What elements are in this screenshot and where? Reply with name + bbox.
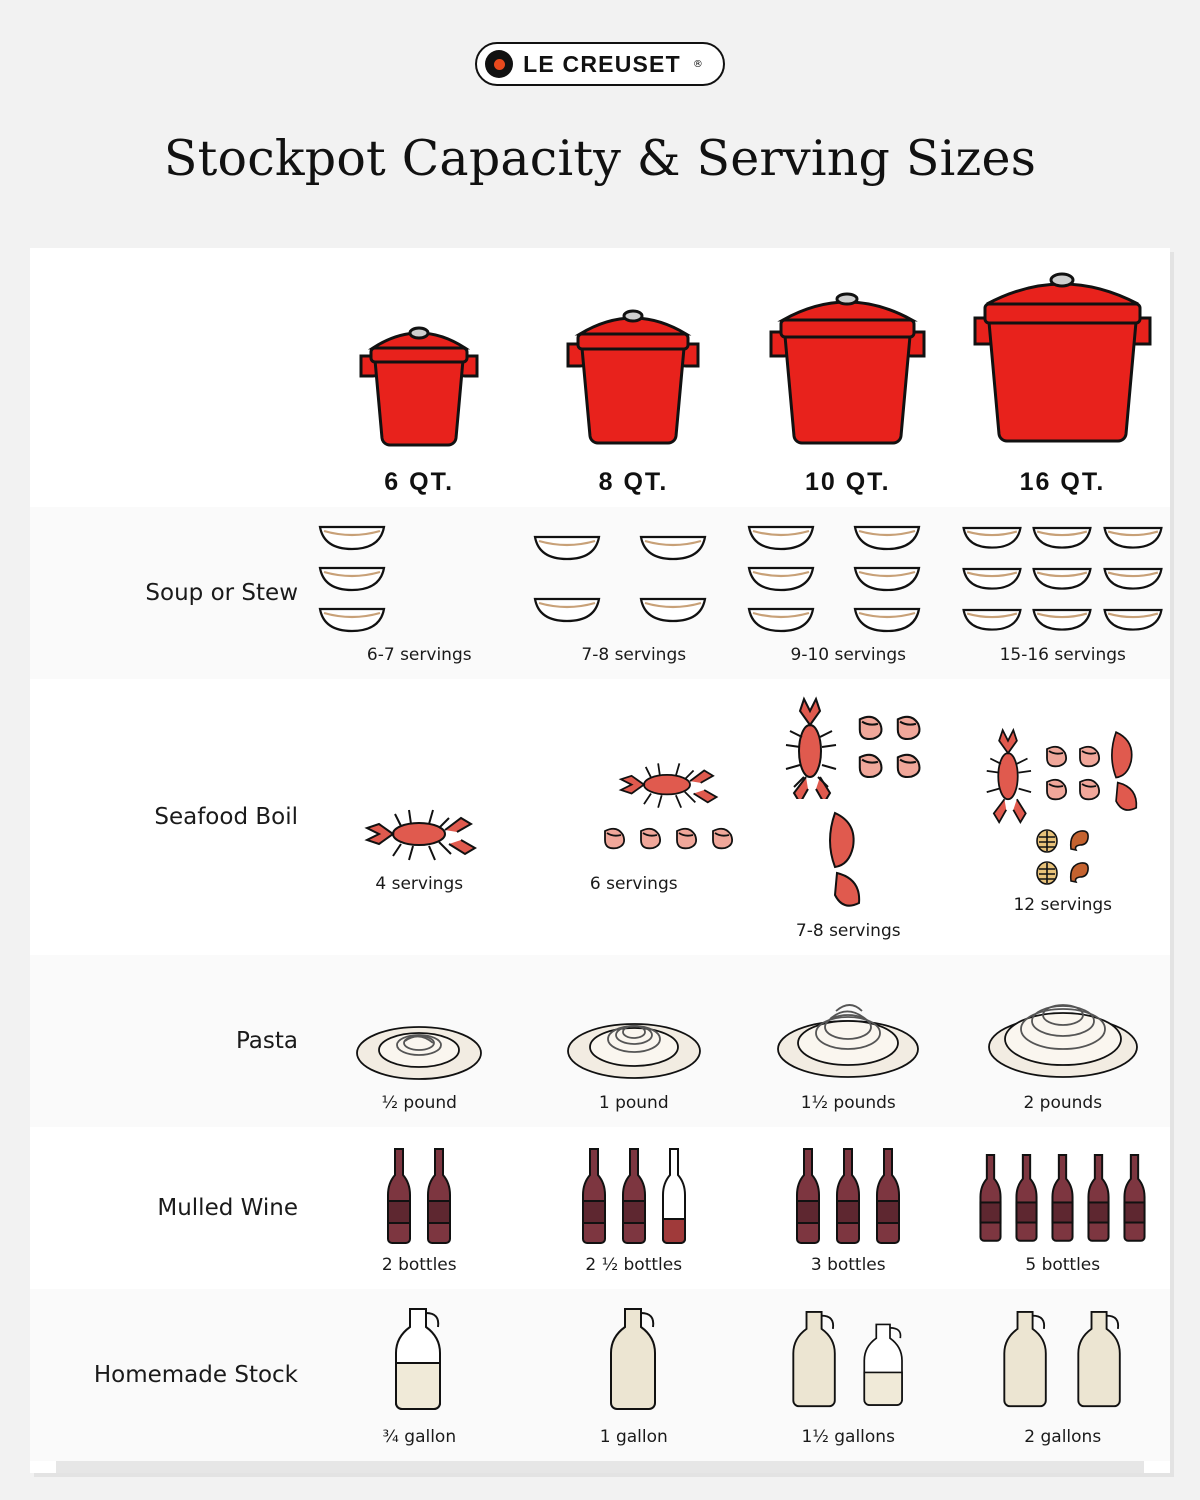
shrimp-icon	[1041, 739, 1071, 769]
cell-value: 2 gallons	[1024, 1427, 1102, 1447]
brand-header	[0, 0, 1200, 86]
soup-bowl-icon	[745, 601, 817, 635]
capacity-table	[30, 248, 1170, 1473]
wine-bottle-icon	[975, 1147, 1006, 1247]
cell-pasta-8qt	[527, 955, 742, 1127]
cell-value: 4 servings	[375, 874, 464, 894]
cell-wine-10qt	[741, 1127, 956, 1289]
cell-value: 1 gallon	[599, 1427, 668, 1447]
wine-bottle-icon	[831, 1143, 865, 1247]
stockpot-icon	[526, 266, 740, 456]
stock-jug-icon	[599, 1301, 669, 1419]
shrimp-icon	[671, 821, 701, 851]
row-label: Soup or Stew	[145, 580, 298, 606]
pasta-plate-icon	[768, 981, 928, 1085]
soup-bowl-icon	[1030, 561, 1094, 593]
cell-seafood-6qt	[312, 726, 527, 908]
soup-bowl-icon	[1101, 520, 1165, 552]
stockpot-icon	[955, 266, 1170, 456]
wine-bottle-icon	[1011, 1147, 1042, 1247]
cell-soup-6qt	[312, 507, 527, 679]
column-header-10qt	[741, 266, 955, 497]
corn-cob-icon	[1033, 859, 1061, 887]
soup-bowl-icon	[531, 591, 603, 625]
soup-bowl-icon	[316, 519, 388, 553]
wine-bottle-half-icon	[657, 1143, 691, 1247]
cell-wine-6qt	[312, 1127, 527, 1289]
soup-bowl-icon	[851, 560, 923, 594]
table-row-seafood-boil	[30, 679, 1170, 955]
soup-bowl-icon	[637, 529, 709, 563]
cell-value: 6-7 servings	[366, 645, 472, 665]
shrimp-icon	[1074, 739, 1104, 769]
row-label: Seafood Boil	[154, 804, 298, 830]
shrimp-icon	[891, 708, 925, 742]
lobster-icon	[771, 689, 849, 799]
cell-value: 12 servings	[1013, 895, 1113, 915]
stock-jug-icon	[384, 1301, 454, 1419]
cell-value: 9-10 servings	[790, 645, 906, 665]
cell-value: 2 pounds	[1023, 1093, 1103, 1113]
stock-jug-icon	[1067, 1301, 1133, 1419]
column-header-6qt	[312, 266, 526, 497]
wine-bottle-icon	[577, 1143, 611, 1247]
cell-stock-6qt	[312, 1289, 527, 1461]
cell-seafood-16qt	[956, 705, 1171, 929]
cell-value: 1½ gallons	[801, 1427, 895, 1447]
soup-bowl-icon	[851, 519, 923, 553]
cell-soup-16qt	[956, 507, 1171, 679]
soup-bowl-icon	[1030, 520, 1094, 552]
cell-value: 7-8 servings	[795, 921, 901, 941]
cell-value: 5 bottles	[1025, 1255, 1101, 1275]
table-row-soup-or-stew	[30, 507, 1170, 679]
table-row-mulled-wine	[30, 1127, 1170, 1289]
cell-value: 1½ pounds	[800, 1093, 896, 1113]
shrimp-icon	[1041, 772, 1071, 802]
soup-bowl-icon	[960, 520, 1024, 552]
table-row-pasta	[30, 955, 1170, 1127]
cell-wine-8qt	[527, 1127, 742, 1289]
soup-bowl-icon	[637, 591, 709, 625]
crab-leg-icon	[1106, 715, 1148, 825]
cell-value: ½ pound	[381, 1093, 457, 1113]
stockpot-icon	[741, 266, 955, 456]
cell-stock-8qt	[527, 1289, 742, 1461]
cell-soup-10qt	[741, 507, 956, 679]
brand-name: LE CREUSET	[523, 50, 681, 77]
stock-jug-icon	[854, 1307, 914, 1419]
cell-value: 3 bottles	[810, 1255, 886, 1275]
stockpot-icon	[312, 266, 526, 456]
cell-value: ¾ gallon	[382, 1427, 457, 1447]
row-label: Pasta	[235, 1028, 298, 1054]
soup-bowl-icon	[960, 602, 1024, 634]
le-creuset-logo	[475, 42, 725, 86]
cell-value: 15-16 servings	[999, 645, 1126, 665]
column-header-16qt	[955, 266, 1170, 497]
soup-bowl-icon	[1101, 561, 1165, 593]
wine-bottle-icon	[382, 1143, 416, 1247]
pasta-plate-icon	[559, 989, 709, 1085]
cell-value: 2 bottles	[381, 1255, 457, 1275]
soup-bowl-icon	[531, 529, 603, 563]
registered-mark: ®	[692, 58, 703, 70]
row-label: Mulled Wine	[157, 1195, 298, 1221]
wine-bottle-icon	[1083, 1147, 1114, 1247]
wine-bottle-icon	[871, 1143, 905, 1247]
stock-jug-icon	[993, 1301, 1059, 1419]
soup-bowl-icon	[1030, 602, 1094, 634]
page-title: Stockpot Capacity & Serving Sizes	[163, 130, 1037, 187]
cell-value: 7-8 servings	[581, 645, 687, 665]
column-label: 8 QT.	[598, 468, 669, 496]
stock-jug-icon	[782, 1301, 848, 1419]
wine-bottle-icon	[791, 1143, 825, 1247]
soup-bowl-icon	[316, 601, 388, 635]
shrimp-icon	[853, 708, 887, 742]
cell-pasta-10qt	[741, 955, 956, 1127]
cell-stock-10qt	[741, 1289, 956, 1461]
cell-wine-16qt	[956, 1127, 1171, 1289]
column-label: 10 QT.	[804, 468, 891, 496]
table-header-row	[30, 248, 1170, 507]
cell-pasta-16qt	[956, 955, 1171, 1127]
column-label: 6 QT.	[384, 468, 455, 496]
cell-pasta-6qt	[312, 955, 527, 1127]
soup-bowl-icon	[316, 560, 388, 594]
cell-stock-16qt	[956, 1289, 1171, 1461]
pasta-plate-icon	[978, 977, 1148, 1085]
shrimp-icon	[707, 821, 737, 851]
le-creuset-circle-logo-icon	[485, 50, 513, 78]
crab-leg-icon	[823, 803, 873, 913]
soup-bowl-icon	[1101, 602, 1165, 634]
lobster-icon	[597, 751, 737, 813]
soup-bowl-icon	[851, 601, 923, 635]
lobster-icon	[349, 796, 489, 866]
row-label: Homemade Stock	[93, 1362, 298, 1388]
cell-soup-8qt	[527, 507, 742, 679]
corn-cob-icon	[1033, 827, 1061, 855]
wine-bottle-icon	[617, 1143, 651, 1247]
cell-seafood-8qt	[527, 726, 742, 908]
sausage-icon	[1065, 859, 1093, 887]
shrimp-icon	[1074, 772, 1104, 802]
cell-seafood-10qt	[741, 679, 956, 955]
lobster-icon	[977, 715, 1039, 825]
cell-value: 1 pound	[598, 1093, 669, 1113]
soup-bowl-icon	[745, 519, 817, 553]
soup-bowl-icon	[745, 560, 817, 594]
cell-value: 2 ½ bottles	[585, 1255, 683, 1275]
shrimp-icon	[891, 746, 925, 780]
table-footer-bar	[56, 1461, 1144, 1473]
table-row-homemade-stock	[30, 1289, 1170, 1461]
wine-bottle-icon	[1047, 1147, 1078, 1247]
shrimp-icon	[635, 821, 665, 851]
wine-bottle-icon	[422, 1143, 456, 1247]
column-label: 16 QT.	[1019, 468, 1106, 496]
soup-bowl-icon	[960, 561, 1024, 593]
shrimp-icon	[853, 746, 887, 780]
wine-bottle-icon	[1119, 1147, 1150, 1247]
sausage-icon	[1065, 827, 1093, 855]
column-header-8qt	[526, 266, 740, 497]
shrimp-icon	[599, 821, 629, 851]
cell-value: 6 servings	[589, 874, 678, 894]
pasta-plate-icon	[349, 995, 489, 1085]
